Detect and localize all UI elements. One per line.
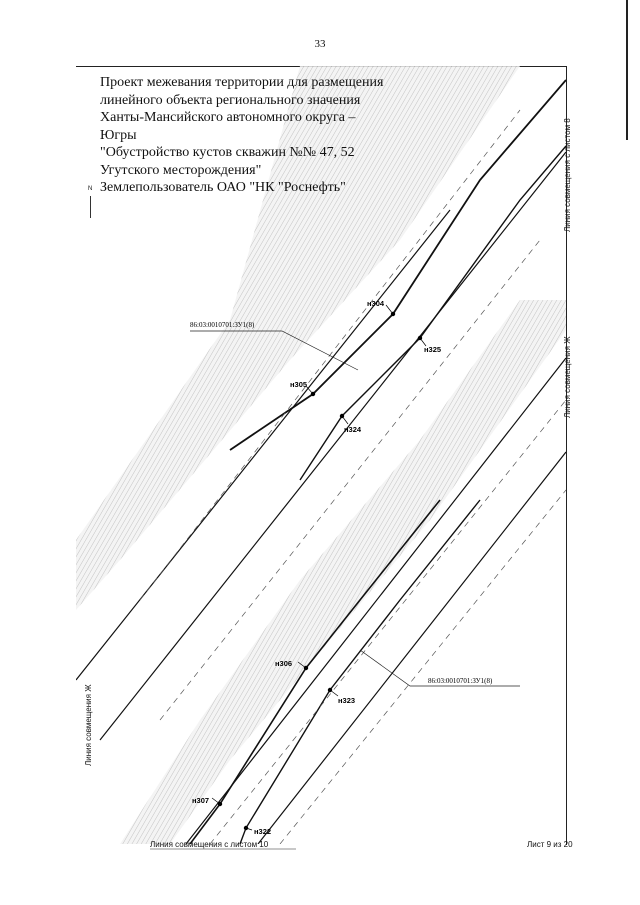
title-line-7: Землепользователь ОАО "НК "Роснефть" (100, 180, 346, 195)
sheet-number: Лист 9 из 20 (527, 840, 573, 849)
point-label-n304: н304 (367, 299, 385, 308)
dashed-line-3 (210, 400, 566, 844)
point-pointer-n324 (342, 416, 348, 424)
page-edge-line (626, 0, 628, 140)
match-line-right-top: Линия совмещения с листом 8 (563, 118, 572, 232)
match-line-left: Линия совмещения Ж (84, 684, 93, 766)
north-arrow-line (90, 196, 91, 218)
point-label-n307: н307 (192, 796, 210, 805)
lower-boundary-line-1 (186, 358, 566, 844)
parcel-label-lower: 86:03:0010701:ЗУ1(8) (428, 677, 493, 685)
point-label-n305: н305 (290, 380, 308, 389)
north-arrow-label: N (88, 186, 93, 192)
point-label-n325: н325 (424, 345, 442, 354)
title-line-4: Югры (100, 127, 137, 143)
point-label-n323: н323 (338, 696, 356, 705)
title-line-5: "Обустройство кустов скважин №№ 47, 52 (100, 145, 355, 160)
point-pointer-n304 (386, 305, 393, 314)
match-line-bottom: Линия совмещения с листом 10 (150, 840, 269, 849)
point-label-n306: н306 (275, 659, 293, 668)
title-block (100, 74, 400, 197)
point-label-n324: н324 (344, 425, 362, 434)
page-number: 33 (314, 38, 326, 50)
title-line-6: Угутского месторождения" (100, 162, 262, 178)
dashed-line-4 (280, 490, 566, 844)
title-line-2: линейного объекта регионального значения (100, 92, 361, 108)
match-line-right-mid: Линия совмещения Ж (563, 336, 572, 418)
point-pointer-n307 (212, 798, 220, 804)
parcel-label-upper: 86:03:0010701:ЗУ1(8) (190, 321, 255, 329)
point-pointer-n323 (330, 690, 338, 696)
dashed-line-2 (160, 240, 540, 720)
title-line-1: Проект межевания территории для размещения (100, 75, 384, 90)
title-line-3: Ханты-Мансийского автономного округа – (100, 110, 356, 125)
point-label-n322: н322 (254, 827, 272, 836)
